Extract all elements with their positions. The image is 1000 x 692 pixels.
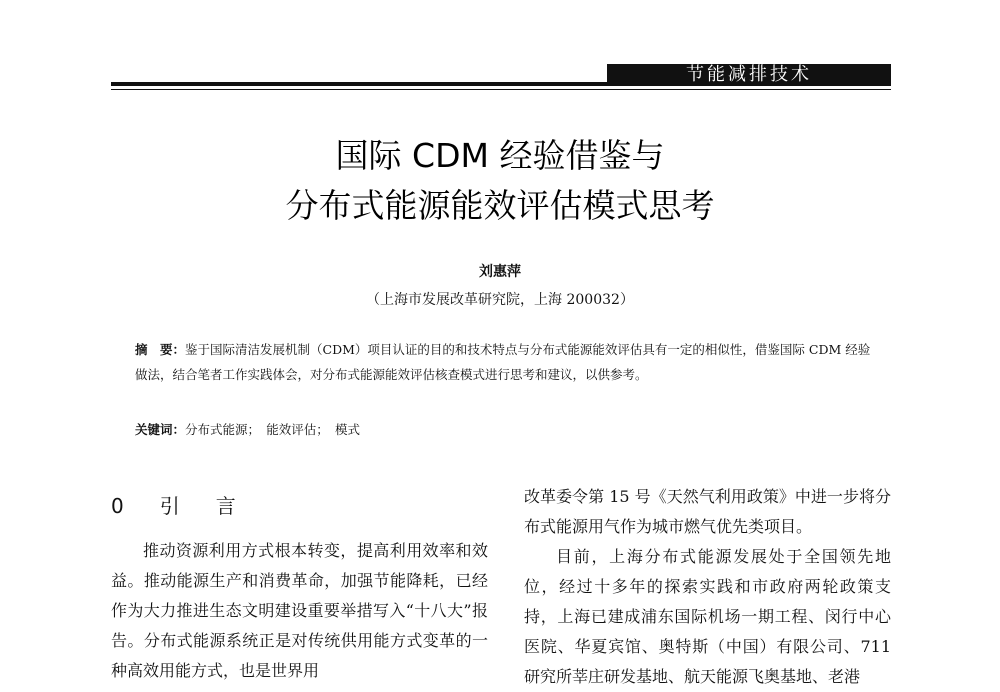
abstract-text: 鉴于国际清洁发展机制（CDM）项目认证的目的和技术特点与分布式能源能效评估具有一定的相似性，借鉴国际 CDM 经验做法，结合笔者工作实践体会，对分布式能源能效评估核查模式进行思考和建议，以供参考。 — [135, 342, 871, 382]
keywords-text: 分布式能源； 能效评估； 模式 — [185, 422, 361, 437]
author-name: 刘惠萍 — [479, 264, 521, 280]
continued-paragraph: 改革委令第 15 号《天然气利用政策》中进一步将分布式能源用气作为城市燃气优先类项目。 — [524, 487, 891, 536]
intro-paragraph: 推动资源利用方式根本转变，提高利用效率和效益。推动能源生产和消费革命，加强节能降耗，已经作为大力推进生态文明建设重要举措写入“十八大”报告。分布式能源系统正是对传统供用能方式变革的一种高效用能方式，也是世界用 — [111, 541, 488, 680]
article-title-line-2: 分布式能源能效评估模式思考 — [285, 186, 715, 225]
keywords-label: 关键词： — [135, 422, 186, 437]
article-title-line-1: 国际 CDM 经验借鉴与 — [335, 136, 665, 175]
abstract — [135, 337, 875, 387]
right-column — [524, 482, 891, 692]
left-column — [111, 536, 488, 686]
shanghai-paragraph: 目前，上海分布式能源发展处于全国领先地位，经过十多年的探索实践和市政府两轮政策支持，上海已建成浦东国际机场一期工程、闵行中心医院、华夏宾馆、奥特斯（中国）有限公司、711 研究所莘庄研发基地、航天能源飞奥基地、老港 — [524, 547, 891, 686]
keywords — [135, 420, 875, 440]
section-heading: 0 引 言 — [111, 494, 244, 518]
header-rule-thin — [111, 89, 891, 90]
section-tag: 节能减排技术 — [607, 64, 891, 86]
author-affiliation: （上海市发展改革研究院，上海 200032） — [366, 292, 634, 308]
abstract-label: 摘 要： — [135, 342, 186, 357]
